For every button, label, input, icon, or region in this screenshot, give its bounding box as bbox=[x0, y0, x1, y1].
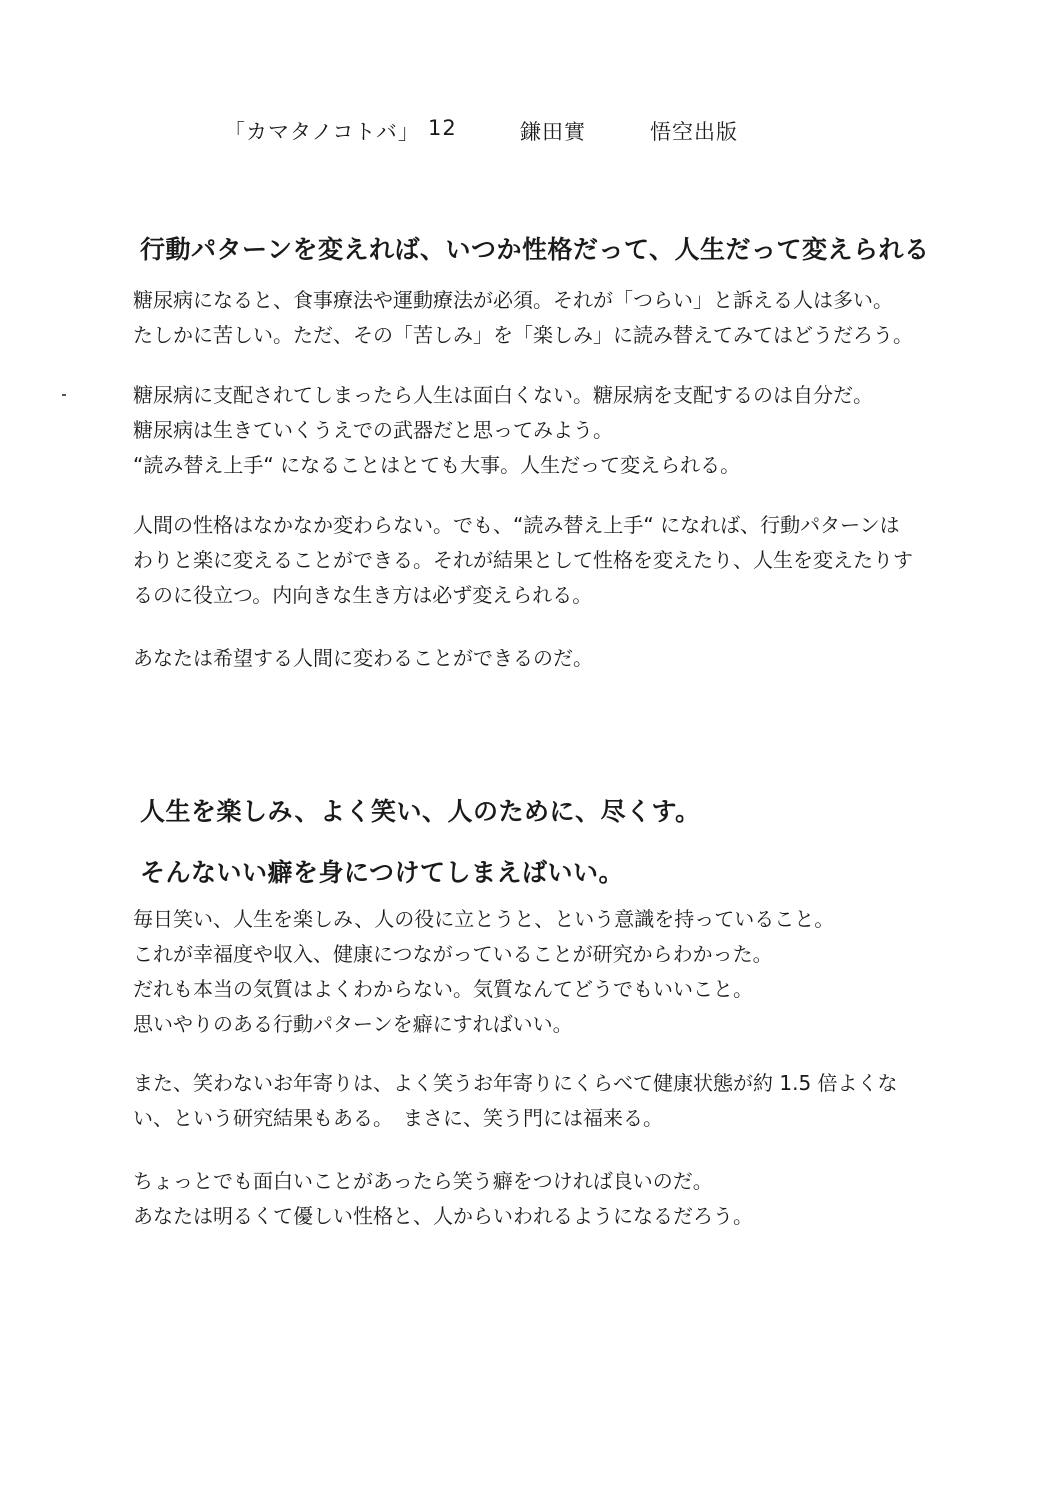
text-line: い、という研究結果もある。 まさに、笑う門には福来る。 bbox=[133, 1106, 663, 1130]
text-line: 糖尿病になると、食事療法や運動療法が必須。それが「つらい」と訴える人は多い。 bbox=[133, 288, 893, 312]
text-line: だれも本当の気質はよくわからない。気質なんてどうでもいいこと。 bbox=[133, 977, 753, 1001]
section1-paragraph-1 bbox=[133, 283, 913, 353]
text-line: また、笑わないお年寄りは、よく笑うお年寄りにくらべて健康状態が約 1.5 倍よくな bbox=[133, 1071, 898, 1095]
section2-heading-2: そんないい癖を身につけてしまえばいい。 bbox=[140, 858, 625, 887]
text-line: るのに役立つ。内向きな生き方は必ず変えられる。 bbox=[133, 583, 593, 607]
section2-paragraph-1 bbox=[133, 902, 834, 1042]
text-line: これが幸福度や収入、健康につながっていることが研究からわかった。 bbox=[133, 942, 773, 966]
header-author: 鎌田實 bbox=[520, 120, 586, 144]
section1-paragraph-4 bbox=[133, 641, 593, 676]
text-line: 思いやりのある行動パターンを癖にすればいい。 bbox=[133, 1012, 573, 1036]
section1-heading: 行動パターンを変えれば、いつか性格だって、人生だって変えられる bbox=[140, 235, 930, 264]
header-number: 12 bbox=[428, 116, 457, 140]
text-line: ちょっとでも面白いことがあったら笑う癖をつければ良いのだ。 bbox=[133, 1169, 713, 1193]
scan-speck bbox=[62, 394, 66, 396]
text-line: あなたは希望する人間に変わることができるのだ。 bbox=[133, 646, 593, 670]
text-line: “読み替え上手“ になることはとても大事。人生だって変えられる。 bbox=[133, 453, 741, 477]
text-line: 糖尿病は生きていくうえでの武器だと思ってみよう。 bbox=[133, 418, 613, 442]
section2-paragraph-3 bbox=[133, 1164, 753, 1234]
text-line: たしかに苦しい。ただ、その「苦しみ」を「楽しみ」に読み替えてみてはどうだろう。 bbox=[133, 323, 913, 347]
text-line: 毎日笑い、人生を楽しみ、人の役に立とうと、という意識を持っていること。 bbox=[133, 907, 835, 931]
text-line: あなたは明るくて優しい性格と、人からいわれるようになるだろう。 bbox=[133, 1204, 753, 1228]
section1-paragraph-3 bbox=[133, 508, 913, 613]
text-line: わりと楽に変えることができる。それが結果として性格を変えたり、人生を変えたりす bbox=[133, 548, 913, 572]
header-publisher: 悟空出版 bbox=[650, 120, 738, 144]
section1-paragraph-2 bbox=[133, 378, 873, 483]
text-line: 糖尿病に支配されてしまったら人生は面白くない。糖尿病を支配するのは自分だ。 bbox=[133, 383, 873, 407]
section2-heading-1: 人生を楽しみ、よく笑い、人のために、尽くす。 bbox=[140, 797, 701, 826]
header-title: 「カマタノコトバ」 bbox=[224, 120, 420, 144]
section2-paragraph-2 bbox=[133, 1066, 898, 1136]
text-line: 人間の性格はなかなか変わらない。でも、“読み替え上手“ になれば、行動パターンは bbox=[133, 513, 900, 537]
